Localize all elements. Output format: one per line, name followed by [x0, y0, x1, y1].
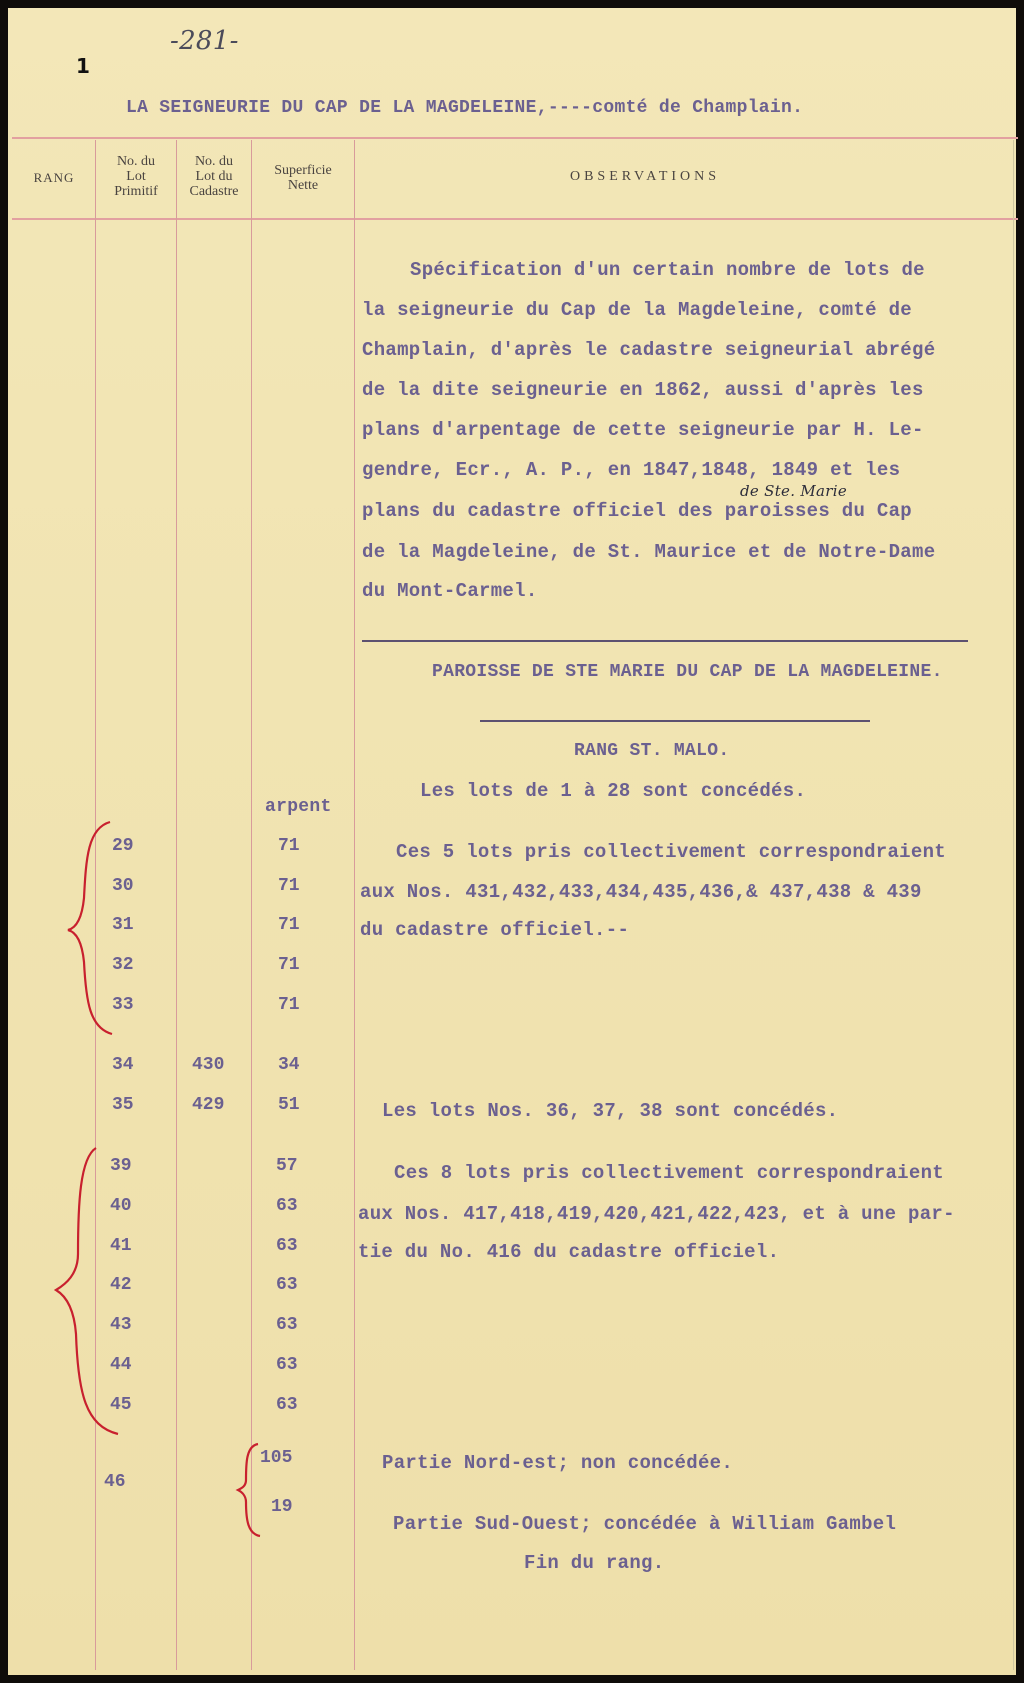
conceded-note: Les lots de 1 à 28 sont concédés.	[420, 780, 807, 802]
cadastre-number: 429	[192, 1095, 225, 1115]
header-lot-cadastre: No. du Lot du Cadastre	[189, 154, 239, 199]
red-brace	[52, 1144, 122, 1440]
column-divider-2	[176, 140, 177, 1670]
group-observation: Ces 5 lots pris collectivement correspondraient	[396, 841, 946, 863]
lot-superficie: 63	[276, 1315, 298, 1335]
intro-line: de la dite seigneurie en 1862, aussi d'après les	[362, 379, 924, 401]
margin-mark: 1	[76, 54, 91, 78]
lot-superficie: 63	[276, 1275, 298, 1295]
part-superficie: 19	[271, 1497, 293, 1517]
red-brace	[64, 818, 114, 1038]
document-title: LA SEIGNEURIE DU CAP DE LA MAGDELEINE,----comté de Champlain.	[126, 98, 804, 118]
group-observation: aux Nos. 431,432,433,434,435,436,& 437,438 & 439	[360, 881, 922, 903]
group-observation: tie du No. 416 du cadastre officiel.	[358, 1241, 780, 1263]
part-observation: Partie Nord-est; non concédée.	[382, 1452, 734, 1474]
header-bottom-rule	[12, 218, 1018, 220]
lot-number: 45	[110, 1395, 132, 1415]
lot-number: 35	[112, 1095, 134, 1115]
lot-superficie: 71	[278, 915, 300, 935]
lot-superficie: 34	[278, 1055, 300, 1075]
lot-superficie: 57	[276, 1156, 298, 1176]
conceded-note: Les lots Nos. 36, 37, 38 sont concédés.	[382, 1100, 839, 1122]
lot-superficie: 71	[278, 836, 300, 856]
header-lot-primitif: No. du Lot Primitif	[114, 154, 158, 199]
rang-heading: RANG ST. MALO.	[574, 741, 730, 761]
lot-superficie: 63	[276, 1236, 298, 1256]
end-of-rang: Fin du rang.	[524, 1552, 665, 1574]
lot-superficie: 63	[276, 1355, 298, 1375]
lot-number: 46	[104, 1472, 126, 1492]
lot-number: 39	[110, 1156, 132, 1176]
intro-line: Spécification d'un certain nombre de lots de	[410, 259, 925, 281]
group-observation: aux Nos. 417,418,419,420,421,422,423, et à une par-	[358, 1203, 955, 1225]
group-observation: du cadastre officiel.--	[360, 919, 630, 941]
parish-heading: PAROISSE DE STE MARIE DU CAP DE LA MAGDELEINE.	[432, 662, 943, 682]
handwritten-insert: de Ste. Marie	[740, 482, 848, 500]
column-divider-5	[1013, 140, 1014, 1670]
lot-superficie: 63	[276, 1395, 298, 1415]
lot-number: 40	[110, 1196, 132, 1216]
intro-line: de la Magdeleine, de St. Maurice et de Notre-Dame	[362, 541, 936, 563]
lot-number: 31	[112, 915, 134, 935]
part-observation: Partie Sud-Ouest; concédée à William Gambel	[393, 1513, 897, 1535]
lot-number: 30	[112, 876, 134, 896]
section-rule	[362, 640, 968, 642]
lot-superficie: 51	[278, 1095, 300, 1115]
intro-line: Champlain, d'après le cadastre seigneurial abrégé	[362, 339, 936, 361]
header-top-rule	[12, 137, 1018, 139]
lot-superficie: 63	[276, 1196, 298, 1216]
group-observation: Ces 8 lots pris collectivement correspondraient	[394, 1162, 944, 1184]
lot-number: 29	[112, 836, 134, 856]
section-rule	[480, 720, 870, 722]
lot-superficie: 71	[278, 876, 300, 896]
part-superficie: 105	[260, 1448, 293, 1468]
lot-number: 42	[110, 1275, 132, 1295]
lot-number: 34	[112, 1055, 134, 1075]
intro-line: plans du cadastre officiel des paroisses du Cap	[362, 500, 912, 522]
lot-number: 32	[112, 955, 134, 975]
header-superficie: Superficie Nette	[274, 163, 332, 193]
lot-superficie: 71	[278, 955, 300, 975]
lot-number: 41	[110, 1236, 132, 1256]
intro-line: plans d'arpentage de cette seigneurie par H. Le-	[362, 419, 924, 441]
intro-line: gendre, Ecr., A. P., en 1847,1848, 1849 et les	[362, 459, 901, 481]
intro-line: la seigneurie du Cap de la Magdeleine, comté de	[362, 299, 912, 321]
lot-number: 33	[112, 995, 134, 1015]
header-rang: RANG	[33, 170, 75, 185]
lot-number: 44	[110, 1355, 132, 1375]
lot-number: 43	[110, 1315, 132, 1335]
column-divider-4	[354, 140, 355, 1670]
unit-label: arpent	[265, 797, 332, 817]
header-observations: OBSERVATIONS	[569, 169, 721, 184]
page-number: -281-	[170, 26, 239, 56]
lot-superficie: 71	[278, 995, 300, 1015]
cadastre-number: 430	[192, 1055, 225, 1075]
intro-line: du Mont-Carmel.	[362, 580, 538, 602]
